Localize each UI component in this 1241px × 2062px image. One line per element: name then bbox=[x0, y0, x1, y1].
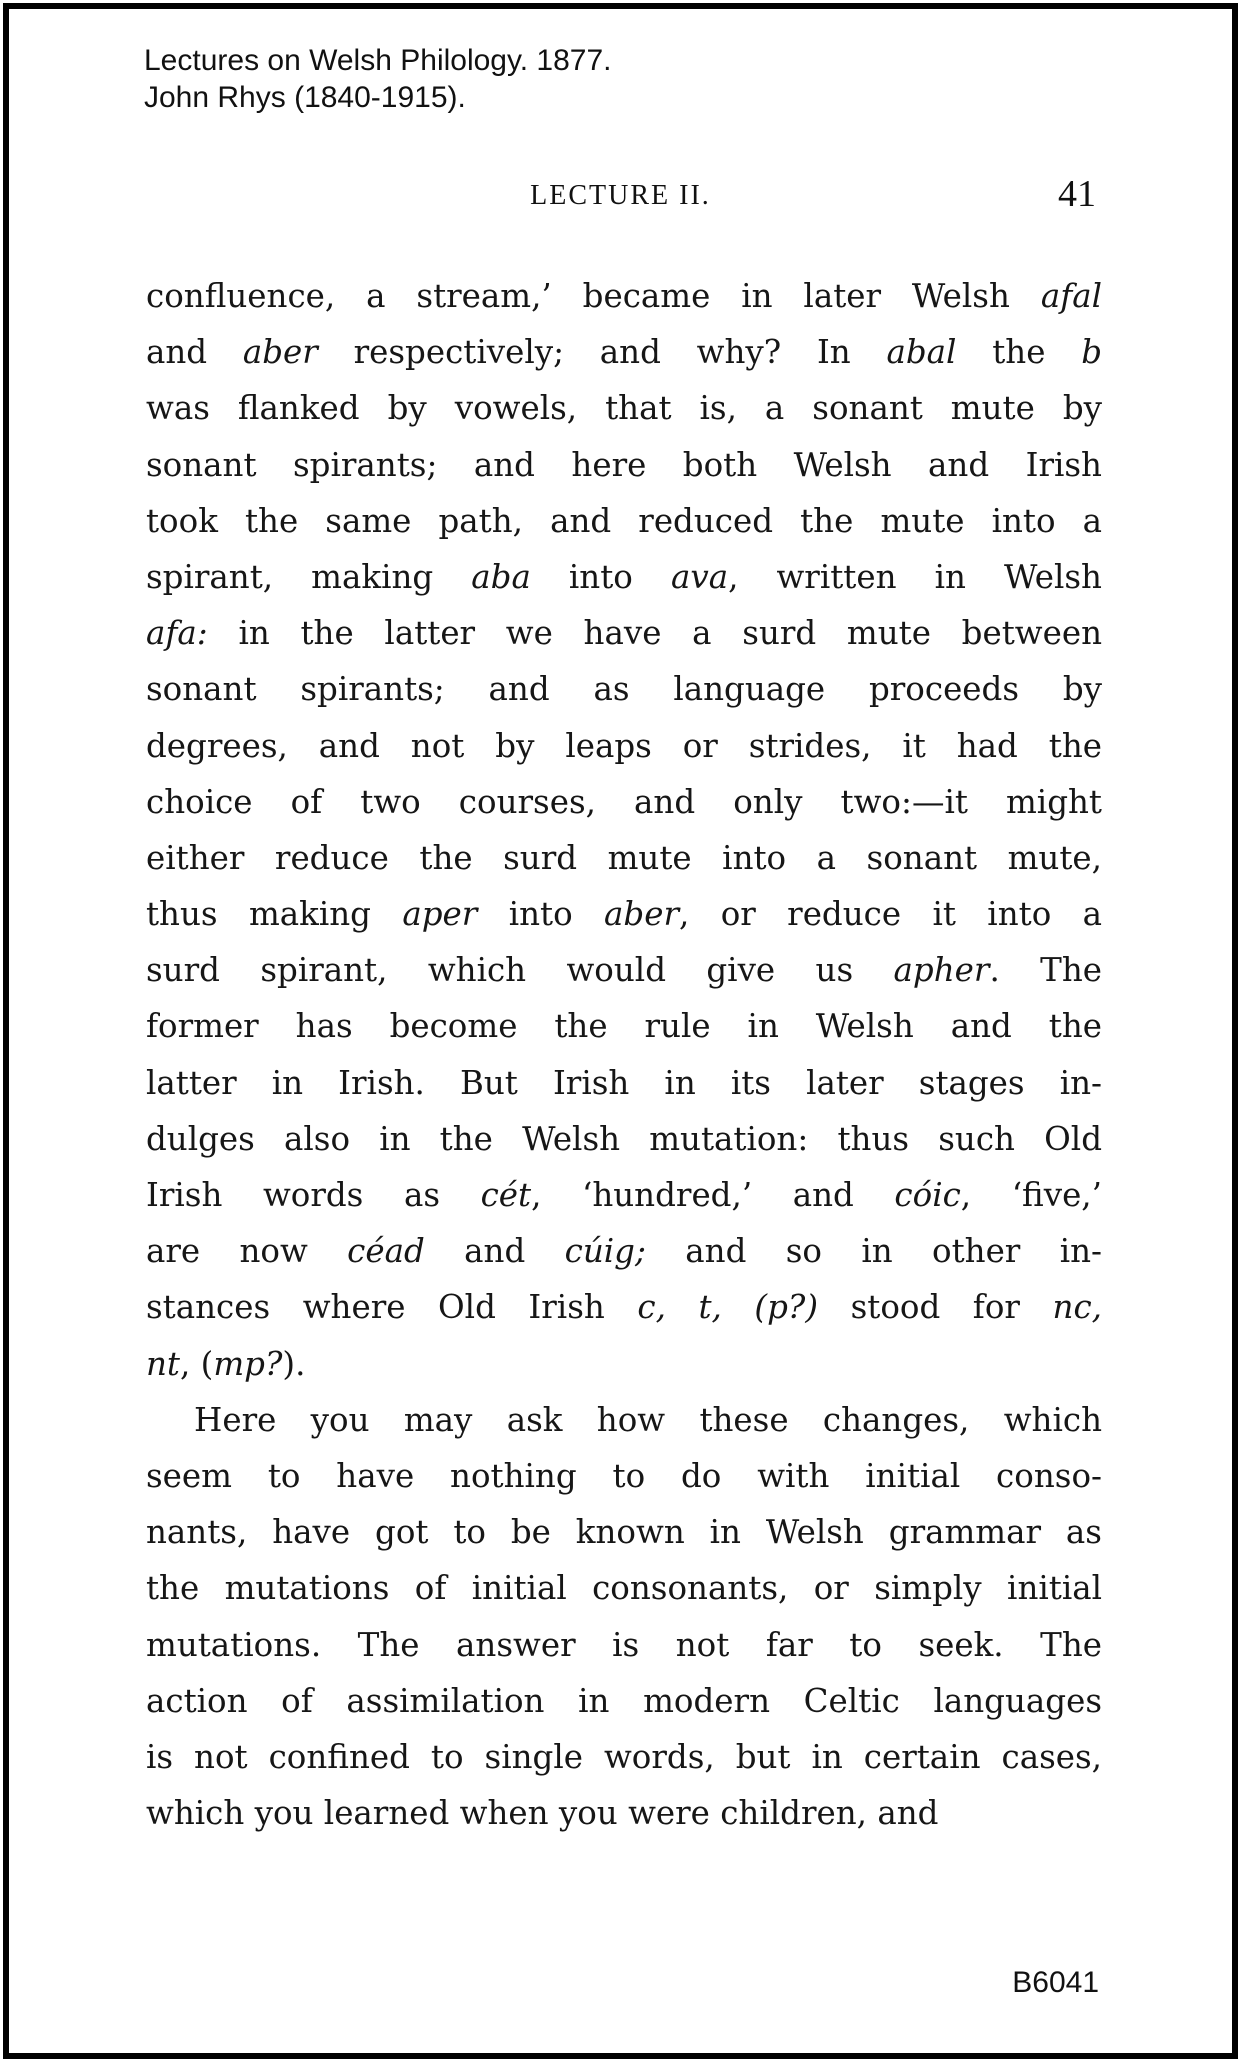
body-text bbox=[146, 268, 1102, 1841]
text-line bbox=[146, 1729, 1102, 1785]
text-run: former has become the rule in Welsh and the bbox=[146, 1007, 1102, 1046]
text-run: either reduce the surd mute into a sonant mute, bbox=[146, 838, 1102, 877]
text-run: dulges also in the Welsh mutation: thus such Old bbox=[146, 1119, 1102, 1158]
text-line bbox=[146, 718, 1102, 774]
italic-word: aba bbox=[471, 557, 531, 596]
text-run: mutations. The answer is not far to seek. The bbox=[146, 1625, 1102, 1664]
text-run: in the latter we have a surd mute between bbox=[207, 614, 1102, 653]
page-number: 41 bbox=[1058, 173, 1096, 215]
text-run: was flanked by vowels, that is, a sonant mute by bbox=[146, 389, 1102, 428]
text-line bbox=[146, 1617, 1102, 1673]
text-run: . The bbox=[989, 951, 1102, 990]
text-line bbox=[146, 1111, 1102, 1167]
text-line bbox=[146, 1504, 1102, 1560]
text-run: the bbox=[956, 333, 1082, 372]
text-run: sonant spirants; and here both Welsh and Irish bbox=[146, 445, 1102, 484]
catalog-id: B6041 bbox=[1012, 1966, 1099, 1999]
text-run: and so in other in- bbox=[645, 1232, 1102, 1271]
text-run: is not confined to single words, but in certain cases, bbox=[146, 1737, 1102, 1776]
text-run: which you learned when you were children, and bbox=[146, 1794, 939, 1833]
citation-title: Lectures on Welsh Philology. 1877. bbox=[144, 44, 612, 77]
text-run: Irish words as bbox=[146, 1176, 481, 1214]
text-line bbox=[146, 380, 1102, 436]
italic-word: aber bbox=[604, 895, 679, 934]
text-line bbox=[146, 324, 1102, 380]
text-run: , written in Welsh bbox=[728, 557, 1102, 596]
italic-word: afa: bbox=[146, 614, 208, 653]
text-run: ). bbox=[282, 1344, 306, 1383]
italic-word: aber bbox=[242, 333, 318, 372]
text-run: are now bbox=[146, 1232, 348, 1271]
italic-word: ava bbox=[670, 557, 729, 596]
text-run: , or reduce it into a bbox=[678, 895, 1103, 934]
text-run: degrees, and not by leaps or strides, it had the bbox=[146, 726, 1102, 765]
running-head bbox=[0, 172, 1241, 222]
italic-word: aper bbox=[402, 895, 478, 934]
text-run: and bbox=[146, 333, 243, 372]
paragraph bbox=[146, 268, 1102, 1392]
italic-word: cúig; bbox=[564, 1232, 646, 1271]
running-title: LECTURE II. bbox=[530, 180, 711, 211]
italic-word: b bbox=[1081, 333, 1102, 372]
text-line bbox=[146, 661, 1102, 717]
text-run: the mutations of initial consonants, or simply initial bbox=[146, 1569, 1102, 1608]
text-run: took the same path, and reduced the mute into a bbox=[146, 501, 1102, 540]
text-line bbox=[146, 830, 1102, 886]
text-line bbox=[146, 1560, 1102, 1616]
text-run: stances where Old Irish bbox=[146, 1288, 638, 1327]
citation-header bbox=[144, 42, 612, 116]
text-line bbox=[146, 1279, 1102, 1335]
text-line bbox=[146, 1336, 1102, 1392]
text-run: stood for bbox=[818, 1288, 1053, 1327]
text-run: choice of two courses, and only two:—it might bbox=[146, 782, 1102, 821]
italic-word: cóic bbox=[894, 1176, 961, 1214]
text-line bbox=[146, 1448, 1102, 1504]
text-line bbox=[146, 1785, 1102, 1841]
text-run: action of assimilation in modern Celtic languages bbox=[146, 1681, 1102, 1720]
text-line bbox=[146, 1055, 1102, 1111]
text-line bbox=[146, 886, 1102, 942]
text-line bbox=[146, 437, 1102, 493]
text-line bbox=[146, 1392, 1102, 1448]
italic-word: afal bbox=[1040, 277, 1102, 315]
text-line bbox=[146, 1673, 1102, 1729]
text-run: nants, have got to be known in Welsh grammar as bbox=[146, 1513, 1102, 1552]
italic-word: mp? bbox=[213, 1344, 283, 1383]
text-run: seem to have nothing to do with initial conso- bbox=[146, 1456, 1102, 1495]
text-line bbox=[146, 493, 1102, 549]
text-line bbox=[146, 268, 1102, 324]
text-run: into bbox=[530, 557, 671, 596]
text-line bbox=[146, 998, 1102, 1054]
italic-word: céad bbox=[347, 1232, 425, 1271]
text-run: Here you may ask how these changes, which bbox=[194, 1400, 1102, 1439]
text-run: respectively; and why? In bbox=[317, 333, 887, 372]
text-run: latter in Irish. But Irish in its later stages in- bbox=[146, 1063, 1102, 1102]
text-run: thus making bbox=[146, 895, 403, 934]
text-run: and bbox=[424, 1232, 565, 1271]
text-run: , ‘hundred,’ and bbox=[531, 1176, 895, 1214]
italic-word: nc, bbox=[1052, 1288, 1102, 1327]
text-line bbox=[146, 1167, 1102, 1223]
text-run: spirant, making bbox=[146, 557, 472, 596]
text-run: , ‘five,’ bbox=[960, 1176, 1102, 1214]
text-run: surd spirant, which would give us bbox=[146, 951, 894, 990]
text-line bbox=[146, 942, 1102, 998]
text-line bbox=[146, 605, 1102, 661]
italic-word: apher bbox=[893, 951, 990, 990]
text-line bbox=[146, 1223, 1102, 1279]
text-run: into bbox=[477, 895, 605, 934]
paragraph bbox=[146, 1392, 1102, 1842]
text-run: confluence, a stream,’ became in later Welsh bbox=[146, 277, 1041, 315]
italic-word: nt bbox=[146, 1344, 180, 1383]
citation-author: John Rhys (1840-1915). bbox=[144, 81, 466, 114]
text-line bbox=[146, 774, 1102, 830]
italic-word: cét bbox=[480, 1176, 532, 1214]
text-line bbox=[146, 549, 1102, 605]
italic-word: abal bbox=[886, 333, 957, 372]
text-run: , ( bbox=[180, 1344, 214, 1383]
text-run: sonant spirants; and as language proceeds by bbox=[146, 670, 1102, 709]
italic-word: c, t, (p?) bbox=[637, 1288, 819, 1327]
